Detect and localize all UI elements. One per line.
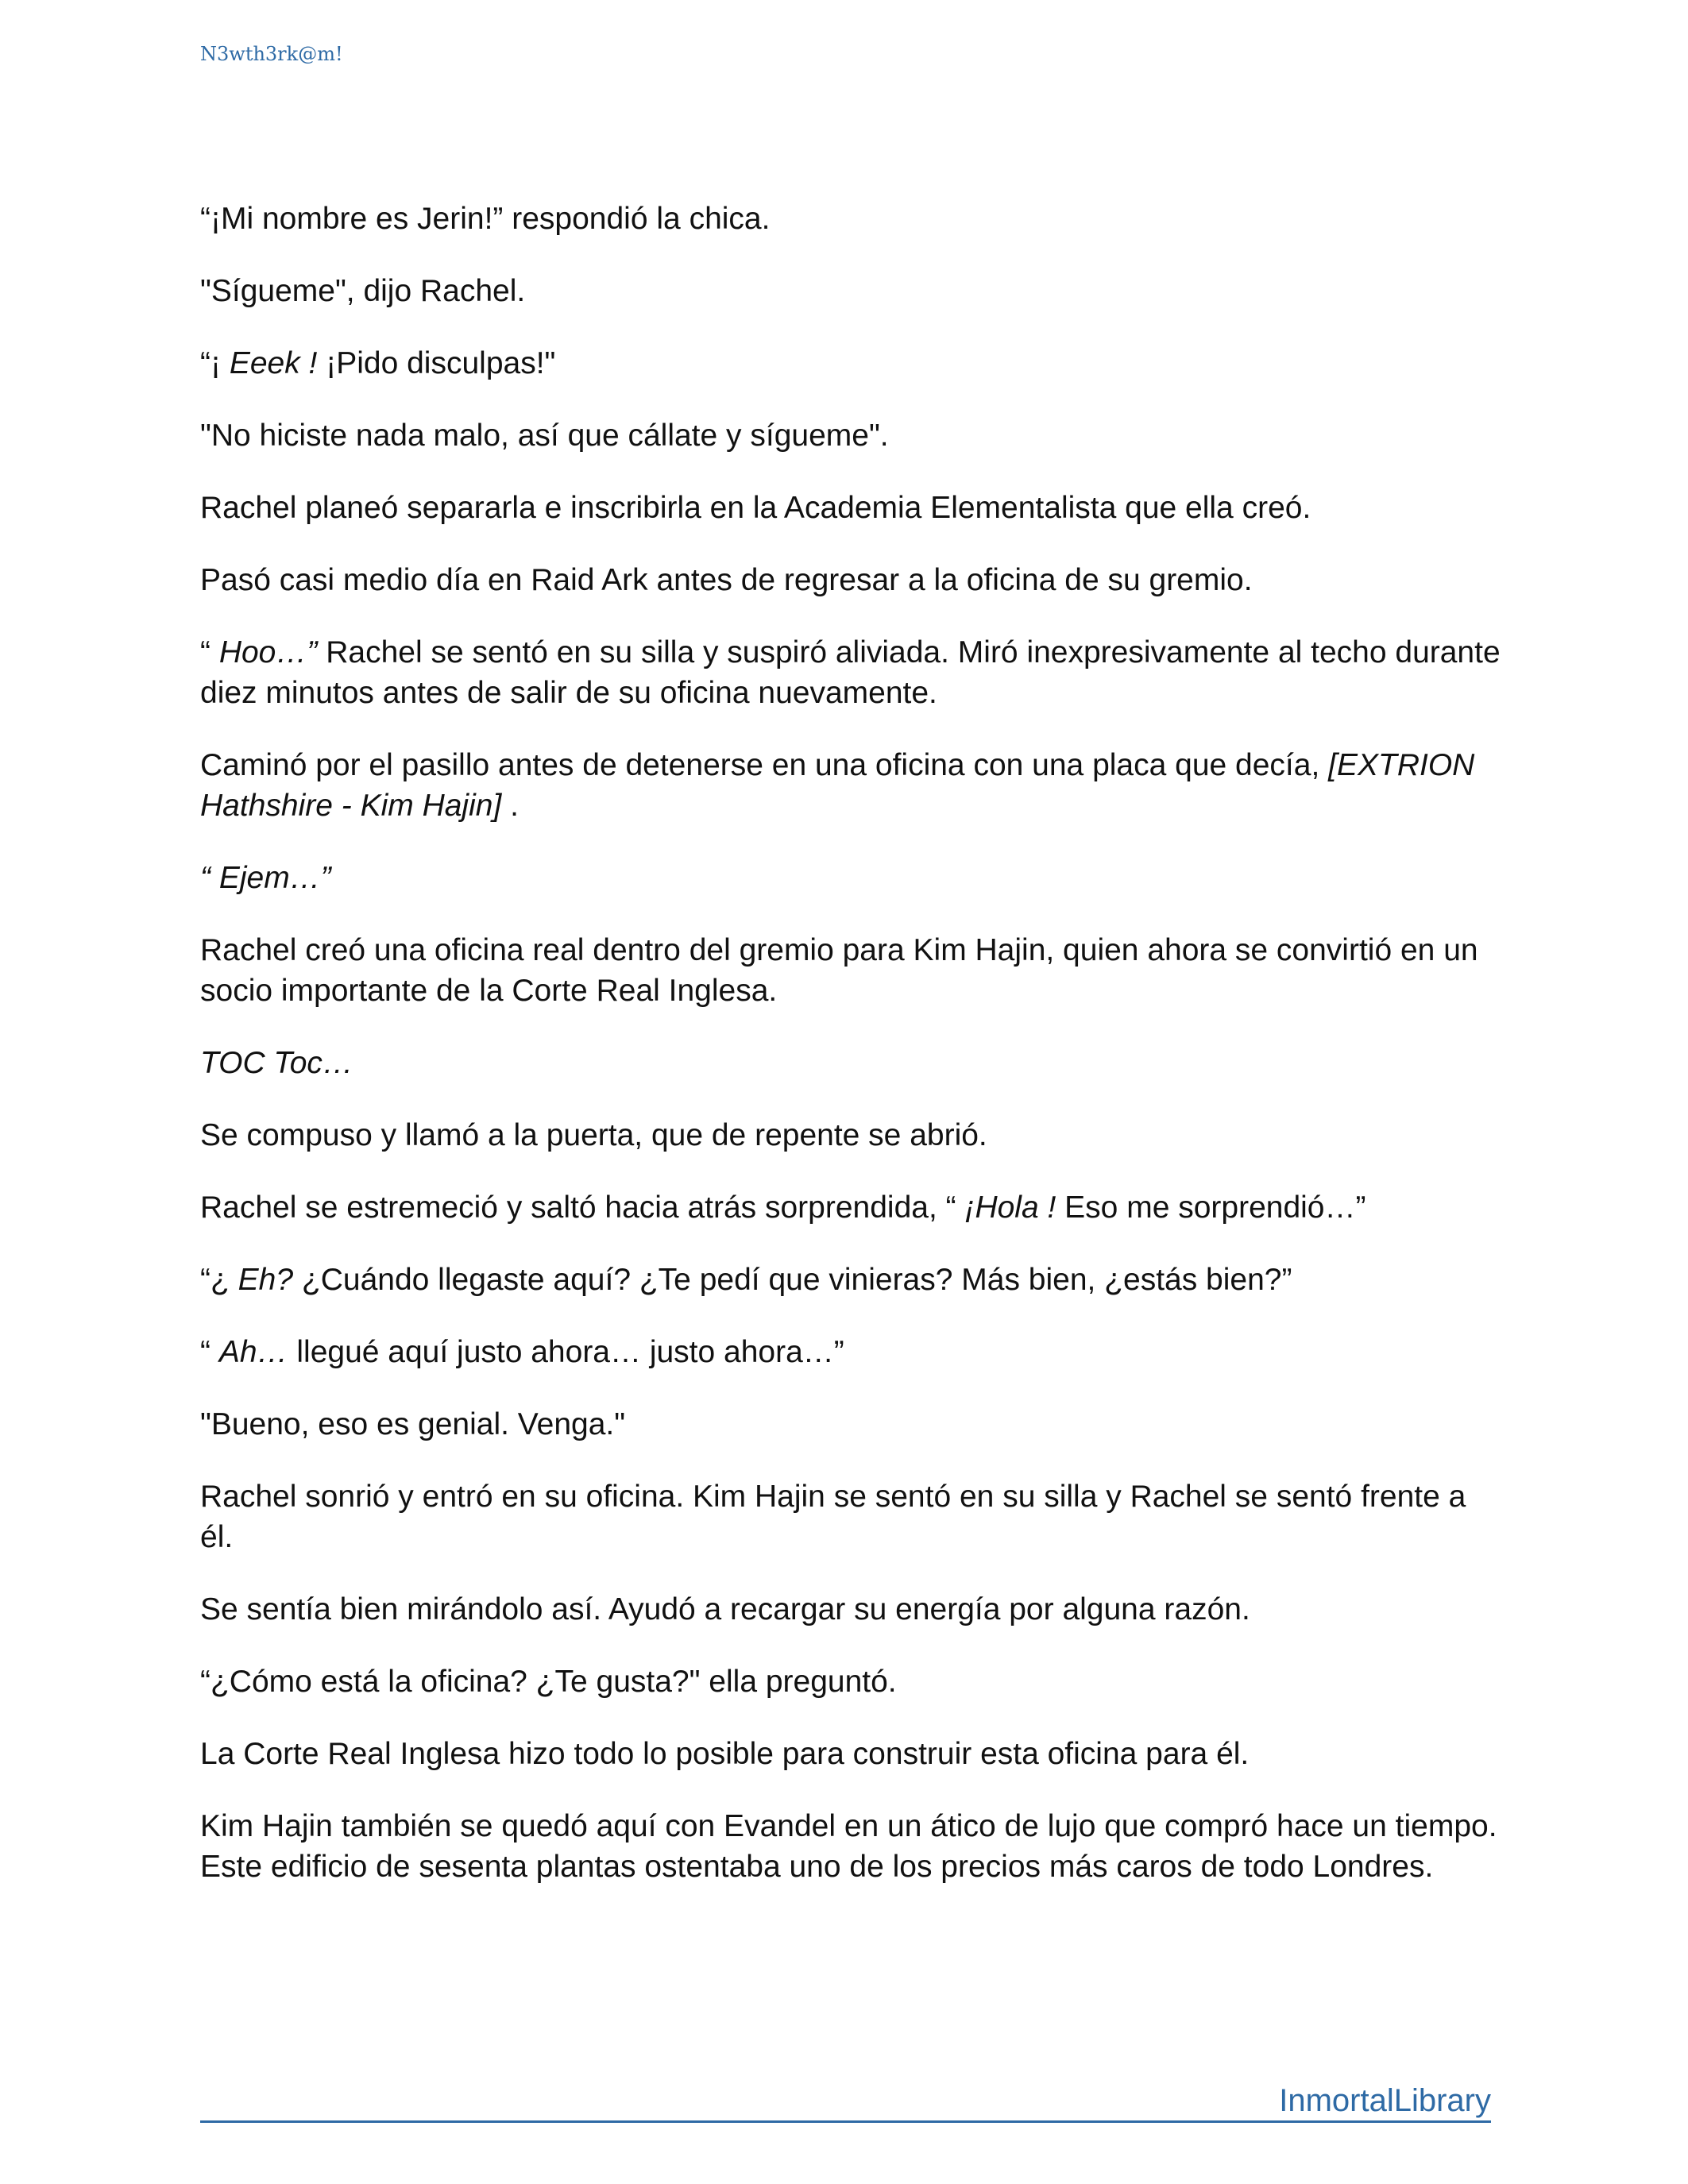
paragraph bbox=[200, 930, 1503, 1011]
paragraph bbox=[200, 745, 1503, 826]
text-run: La Corte Real Inglesa hizo todo lo posible para construir esta oficina para él. bbox=[200, 1737, 1250, 1771]
text-run: "Sígueme", dijo Rachel. bbox=[200, 274, 526, 308]
paragraph bbox=[200, 343, 1503, 384]
text-run: Pasó casi medio día en Raid Ark antes de regresar a la oficina de su gremio. bbox=[200, 563, 1253, 597]
paragraph bbox=[200, 1476, 1503, 1557]
italic-text: Eh? bbox=[238, 1263, 294, 1297]
footer-brand: InmortalLibrary bbox=[1279, 2083, 1491, 2118]
paragraph bbox=[200, 271, 1503, 311]
paragraph bbox=[200, 632, 1503, 713]
document-body bbox=[200, 199, 1503, 1919]
text-run: Rachel se estremeció y saltó hacia atrás sorprendida, “ bbox=[200, 1190, 965, 1225]
italic-text: TOC Toc… bbox=[200, 1046, 353, 1080]
text-run: “¡Mi nombre es Jerin!” respondió la chica. bbox=[200, 202, 771, 236]
paragraph bbox=[200, 1332, 1503, 1372]
paragraph bbox=[200, 858, 1503, 898]
text-run: Se sentía bien mirándolo así. Ayudó a recargar su energía por alguna razón. bbox=[200, 1592, 1250, 1626]
text-run: llegué aquí justo ahora… justo ahora…” bbox=[288, 1335, 844, 1369]
text-run: Kim Hajin también se quedó aquí con Evandel en un ático de lujo que compró hace un tiempo. Este edificio de sesenta plantas ostentaba uno de los precios más caros de todo Londres. bbox=[200, 1809, 1497, 1884]
paragraph bbox=[200, 1260, 1503, 1300]
text-run: ¡Pido disculpas!" bbox=[317, 346, 556, 380]
text-run: “¿ bbox=[200, 1263, 238, 1297]
text-run: "No hiciste nada malo, así que cállate y sígueme". bbox=[200, 419, 889, 453]
text-run: Rachel planeó separarla e inscribirla en la Academia Elementalista que ella creó. bbox=[200, 491, 1311, 525]
paragraph bbox=[200, 415, 1503, 456]
paragraph bbox=[200, 1806, 1503, 1887]
text-run: “¿Cómo está la oficina? ¿Te gusta?" ella preguntó. bbox=[200, 1665, 897, 1699]
italic-text: Hoo…” bbox=[218, 635, 318, 669]
paragraph bbox=[200, 1043, 1503, 1083]
paragraph bbox=[200, 1187, 1503, 1228]
text-run: Rachel sonrió y entró en su oficina. Kim Hajin se sentó en su silla y Rachel se sentó frente a él. bbox=[200, 1480, 1466, 1554]
text-run: . bbox=[501, 789, 519, 823]
paragraph bbox=[200, 488, 1503, 528]
text-run: Se compuso y llamó a la puerta, que de repente se abrió. bbox=[200, 1118, 987, 1152]
text-run: Rachel creó una oficina real dentro del gremio para Kim Hajin, quien ahora se convirtió en un socio importante de la Corte Real Inglesa. bbox=[200, 933, 1478, 1008]
text-run: “ bbox=[200, 635, 219, 669]
text-run: “ bbox=[200, 1335, 219, 1369]
italic-text: ¡Hola ! bbox=[964, 1190, 1056, 1225]
paragraph bbox=[200, 1661, 1503, 1702]
header-watermark: N3wth3rk@m! bbox=[200, 43, 343, 65]
italic-text: “ Ejem…” bbox=[200, 861, 331, 895]
text-run: ¿Cuándo llegaste aquí? ¿Te pedí que vinieras? Más bien, ¿estás bien?” bbox=[293, 1263, 1292, 1297]
text-run: Caminó por el pasillo antes de detenerse en una oficina con una placa que decía, bbox=[200, 748, 1329, 782]
italic-text: Ah… bbox=[218, 1335, 288, 1369]
paragraph bbox=[200, 1404, 1503, 1445]
paragraph bbox=[200, 1734, 1503, 1774]
italic-text: Eeek ! bbox=[229, 346, 318, 380]
paragraph bbox=[200, 199, 1503, 239]
text-run: Rachel se sentó en su silla y suspiró aliviada. Miró inexpresivamente al techo durante diez minutos antes de salir de su oficina nuevamente. bbox=[200, 635, 1501, 710]
paragraph bbox=[200, 1115, 1503, 1156]
paragraph bbox=[200, 1589, 1503, 1630]
text-run: “¡ bbox=[200, 346, 230, 380]
text-run: "Bueno, eso es genial. Venga." bbox=[200, 1407, 626, 1441]
footer bbox=[200, 2085, 1491, 2123]
text-run: Eso me sorprendió…” bbox=[1056, 1190, 1366, 1225]
italic-text: [EXTRION Hathshire - Kim Hajin] bbox=[200, 748, 1475, 823]
paragraph bbox=[200, 560, 1503, 600]
